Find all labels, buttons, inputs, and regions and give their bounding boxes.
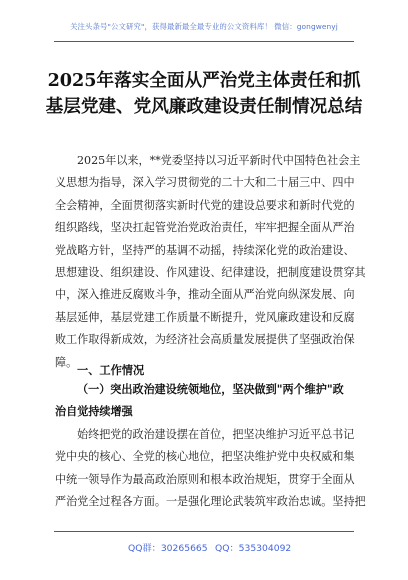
intro-line: 败工作取得新成效，为经济社会高质量发展提供了坚强政治保	[55, 333, 355, 347]
sub-heading	[55, 379, 355, 424]
intro-line: 中，深入推进反腐败斗争，推动全面从严治党向纵深发展、向	[55, 288, 355, 302]
intro-line: 基层延伸，基层党建工作质量不断提升，党风廉政建设和反腐	[55, 310, 355, 324]
header-divider	[54, 41, 354, 42]
intro-line: 2025年以来，**党委坚持以习近平新时代中国特色社会主	[77, 154, 361, 167]
title-line-1: 2025年落实全面从严治党主体责任和抓	[47, 70, 361, 91]
footer-qq-group: QQ群：30265665	[128, 543, 208, 554]
sub-heading-line-1: （一）突出政治建设统领地位，坚决做到"两个维护"政	[77, 383, 344, 396]
body-paragraph	[55, 424, 366, 514]
body-line: 始终把党的政治建设摆在首位，把坚决维护习近平总书记	[77, 428, 355, 441]
body-line: 严治党全过程各方面。一是强化理论武装筑牢政治忠诚。坚持把	[55, 495, 366, 509]
intro-line: 党战略方针，坚持严的基调不动摇，持续深化党的政治建设、	[55, 243, 355, 257]
footer-qq-contact: QQ：535304092	[215, 543, 292, 554]
body-line: 中统一领导作为最高政治原则和根本政治规矩，贯穿于全面从	[55, 472, 355, 486]
footer-divider	[54, 531, 354, 532]
sub-heading-line-2: 治自觉持续增强	[55, 405, 133, 419]
intro-line: 组织路线，坚决扛起管党治党政治责任，牢牢把握全面从严治	[55, 221, 355, 235]
intro-paragraph	[55, 150, 366, 374]
document-title	[40, 68, 368, 120]
intro-line: 思想建设、组织建设、作风建设、纪律建设，把制度建设贯穿其	[55, 265, 366, 279]
section-heading: 一、工作情况	[77, 364, 145, 377]
title-line-2: 基层党建、党风廉政建设责任制情况总结	[45, 96, 363, 117]
intro-line: 障。	[55, 355, 78, 369]
body-line: 党中央的核心、全党的核心地位，把坚决维护党中央权威和集	[55, 450, 355, 464]
intro-line: 全会精神，全面贯彻落实新时代党的建设总要求和新时代党的	[55, 198, 355, 212]
intro-line: 义思想为指导，深入学习贯彻党的二十大和二十届三中、四中	[55, 176, 355, 190]
header-notice: 关注头条号"公文研究"，获得最新最全最专业的公文资料库！ 微信：gongwenyj	[70, 22, 338, 31]
